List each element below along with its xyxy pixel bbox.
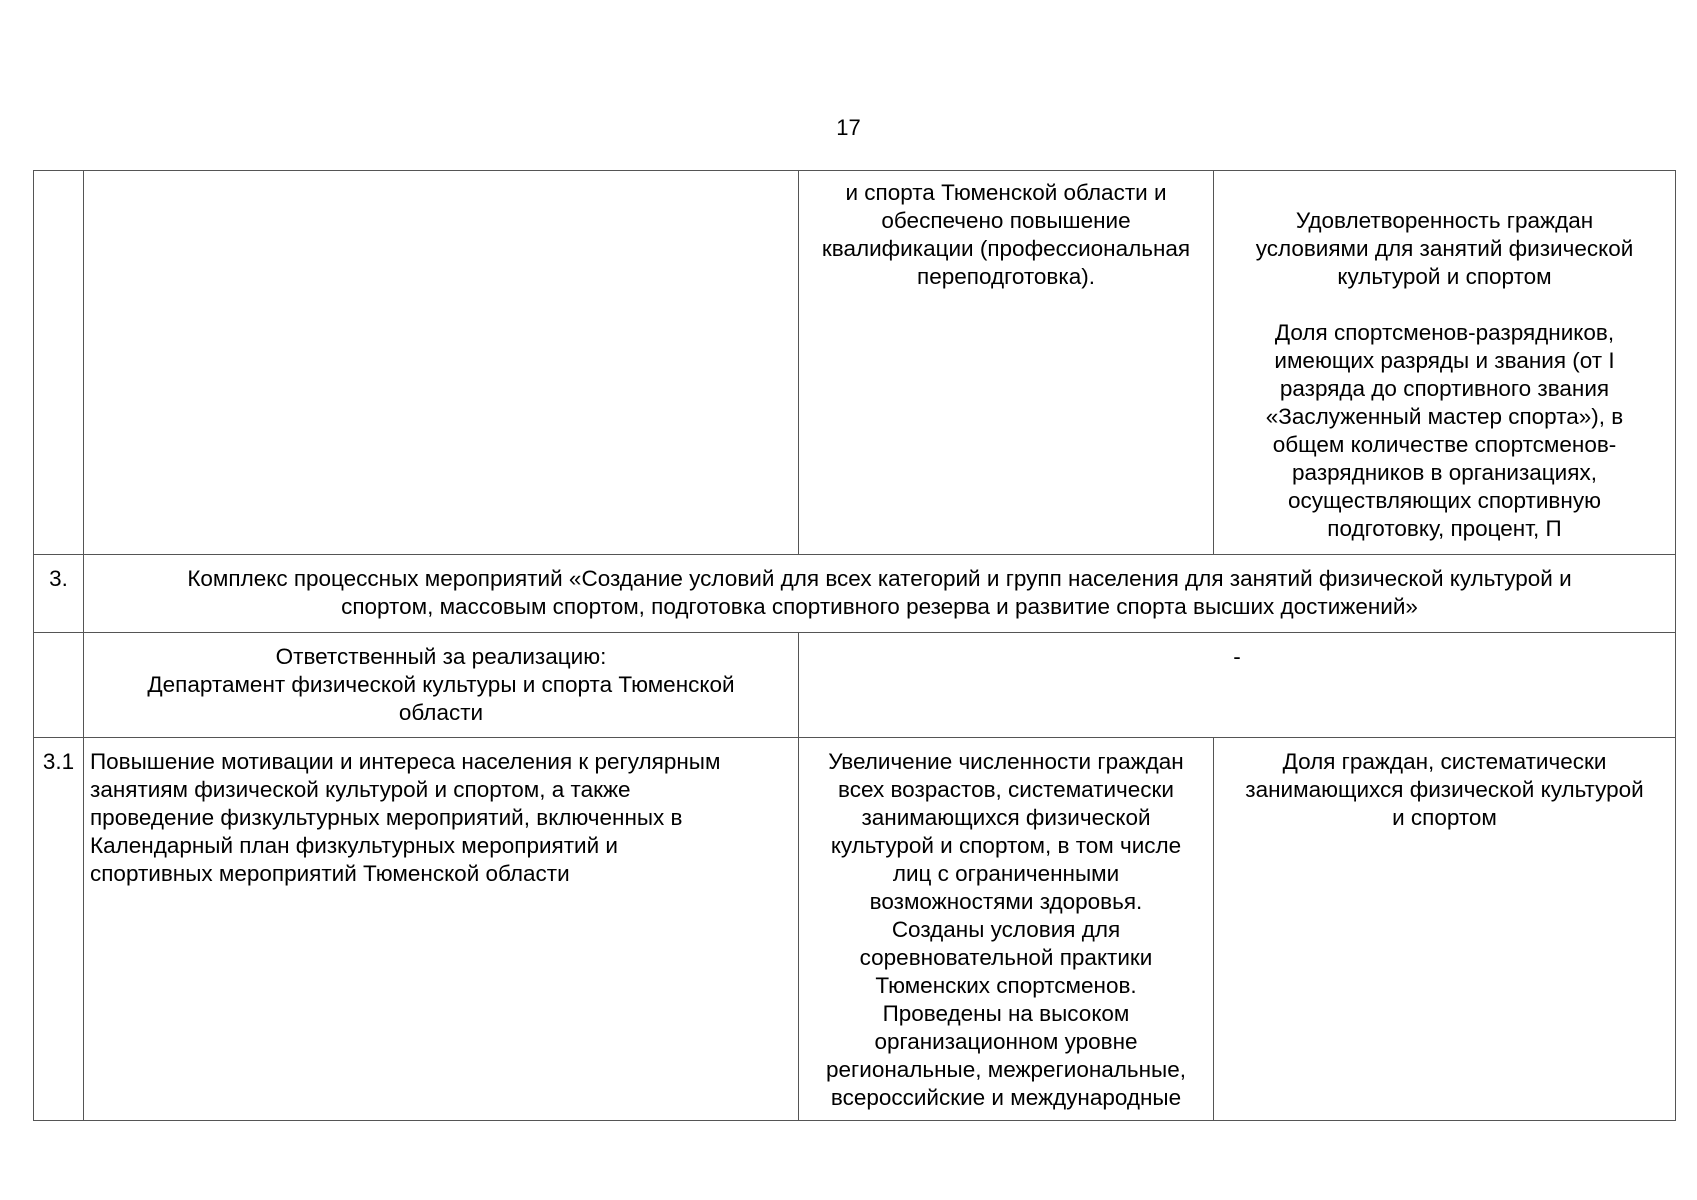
result-cell bbox=[799, 738, 1214, 1121]
result-cell bbox=[799, 171, 1214, 555]
row-number-cell bbox=[34, 738, 84, 1121]
task-text: Повышение мотивации и интереса населения к регулярным занятиям физической культурой и спортом, а также проведение физкультурных мероприятий, включенных в Календарный план физкультурных мероприятий и спортивных мероприятий Тюменской области bbox=[90, 749, 721, 886]
indicator-text: Удовлетворенность граждан условиями для занятий физической культурой и спортом Доля спортсменов-разрядников, имеющих разряды и звания (от I разряда до спортивного звания «Заслуженный мастер спорта»), в общем количестве спортсменов- разрядников в организациях, осуществляющих спортивную подготовку, процент, П bbox=[1255, 208, 1634, 541]
responsible-value-cell bbox=[799, 633, 1676, 738]
page-number: 17 bbox=[836, 115, 861, 140]
table-row bbox=[34, 633, 1676, 738]
table-row bbox=[34, 738, 1676, 1121]
complex-title: Комплекс процессных мероприятий «Создание условий для всех категорий и групп населения для занятий физической культурой и спортом, массовым спортом, подготовка спортивного резерва и развитие спорта высших достижений» bbox=[187, 566, 1572, 619]
indicator-cell bbox=[1214, 738, 1676, 1121]
indicator-text: Доля граждан, систематически занимающихся физической культурой и спортом bbox=[1245, 749, 1644, 830]
result-text: и спорта Тюменской области и обеспечено повышение квалификации (профессиональная переподготовка). bbox=[821, 180, 1191, 289]
table-row bbox=[34, 555, 1676, 633]
indicator-cell bbox=[1214, 171, 1676, 555]
responsible-text: Ответственный за реализацию: Департамент физической культуры и спорта Тюменской области bbox=[147, 644, 735, 725]
row-number: 3.1 bbox=[42, 749, 75, 774]
table-row bbox=[34, 171, 1676, 555]
program-table bbox=[33, 170, 1676, 1121]
row-number-cell bbox=[34, 633, 84, 738]
responsible-value: - bbox=[1233, 644, 1241, 669]
task-text bbox=[84, 171, 798, 187]
row-number-cell bbox=[34, 171, 84, 555]
task-cell bbox=[84, 171, 799, 555]
responsible-cell bbox=[84, 633, 799, 738]
row-number-cell bbox=[34, 555, 84, 633]
complex-title-cell bbox=[84, 555, 1676, 633]
row-number: 3. bbox=[49, 566, 68, 591]
task-cell bbox=[84, 738, 799, 1121]
result-text: Увеличение численности граждан всех возрастов, систематически занимающихся физической культурой и спортом, в том числе лиц с ограниченными возможностями здоровья. Созданы условия для соревновательной практики Тюменских спортсменов. Проведены на высоком организационном уровне региональные, межрегиональные, всероссийские и международные bbox=[826, 749, 1186, 1110]
